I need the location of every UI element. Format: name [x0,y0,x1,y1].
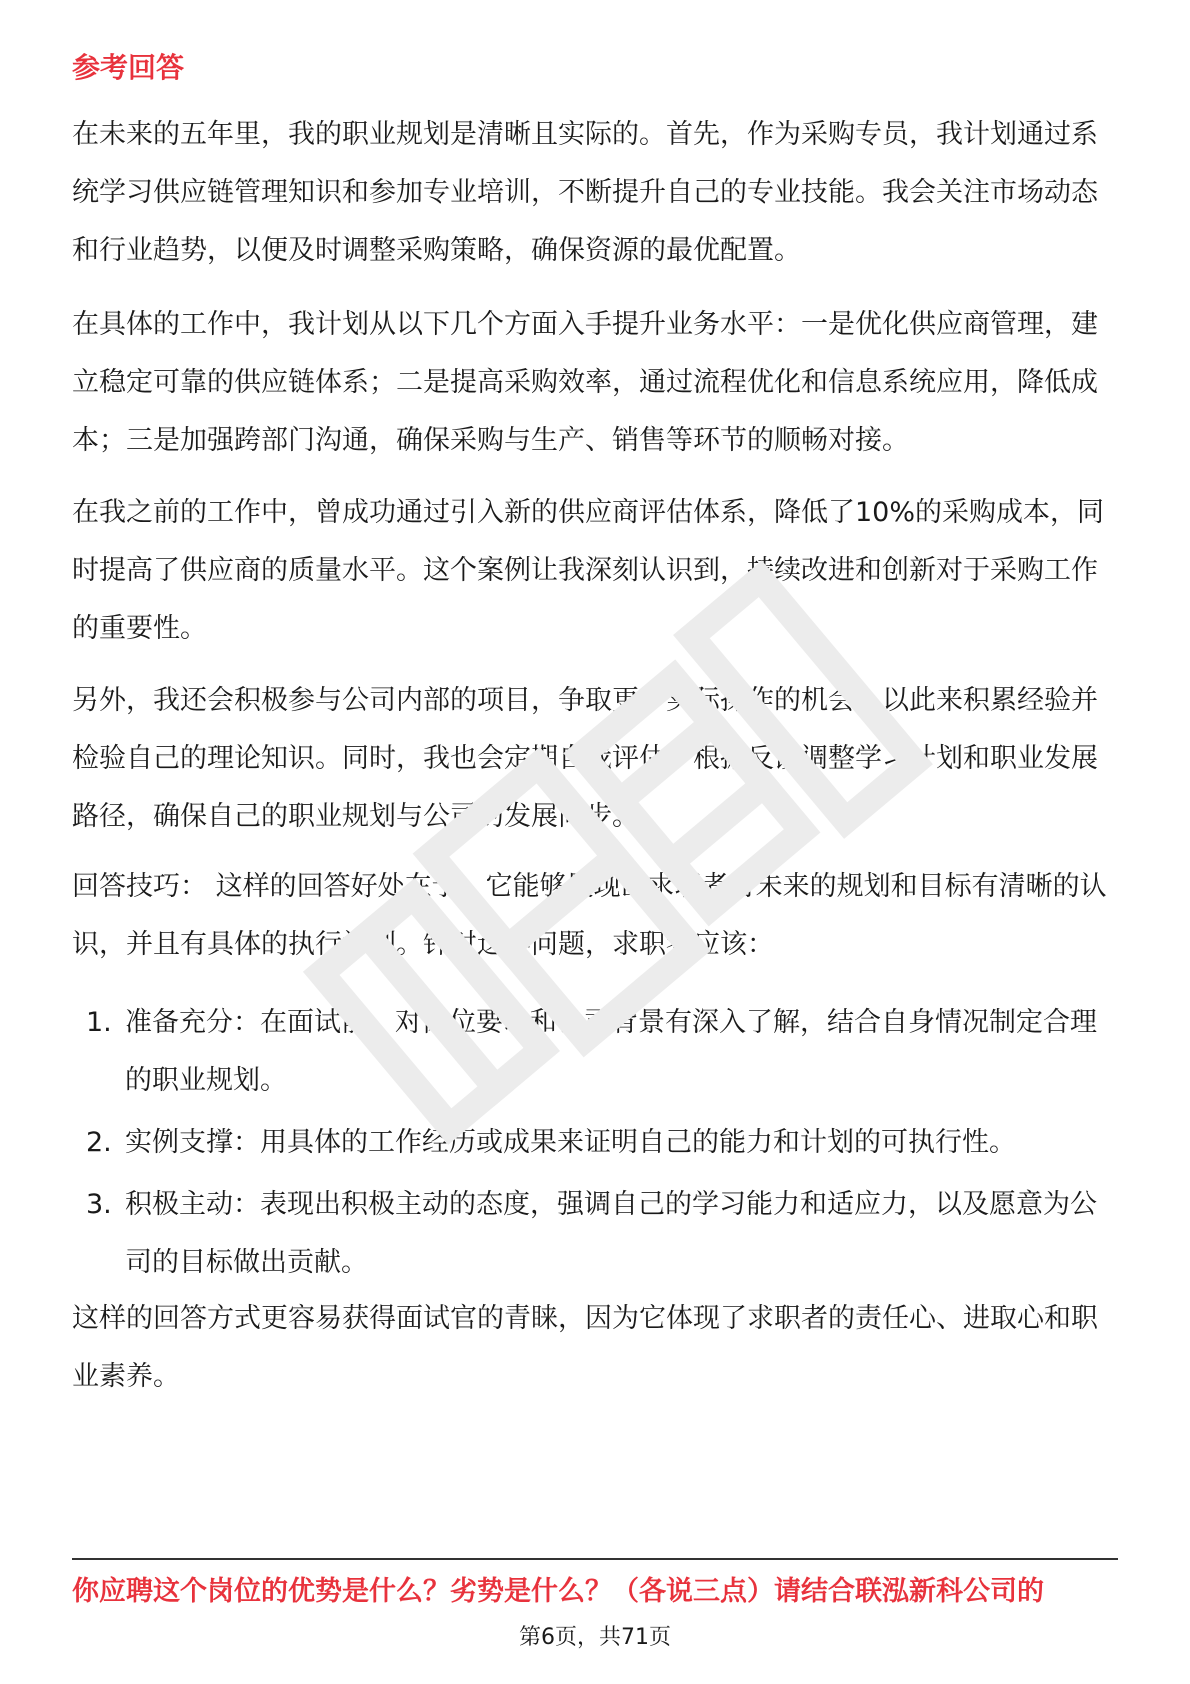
page-number: 第6页，共71页 [519,1625,671,1650]
list-number: 2. [86,1127,112,1158]
answer-paragraph-2: 在具体的工作中，我计划从以下几个方面入手提升业务水平：一是优化供应商管理，建立稳定可靠的供应链体系；二是提高采购效率，通过流程优化和信息系统应用，降低成本；三是加强跨部门沟通，确保采购与生产、销售等环节的顺畅对接。 [72,309,1098,456]
answer-paragraph-1: 在未来的五年里，我的职业规划是清晰且实际的。首先，作为采购专员，我计划通过系统学习供应链管理知识和参加专业培训，不断提升自己的专业技能。我会关注市场动态和行业趋势，以便及时调整采购策略，确保资源的最优配置。 [72,119,1098,266]
tips-list-item [72,1114,1118,1172]
tips-list-item [72,994,1118,1110]
tips-list [72,994,1118,1296]
list-number: 1. [86,1007,112,1038]
answer-paragraph-3: 在我之前的工作中，曾成功通过引入新的供应商评估体系，降低了10%的采购成本，同时提高了供应商的质量水平。这个案例让我深刻认识到，持续改进和创新对于采购工作的重要性。 [72,497,1105,644]
list-item-text: 积极主动：表现出积极主动的态度，强调自己的学习能力和适应力，以及愿意为公司的目标做出贡献。 [125,1189,1097,1278]
tips-list-item [72,1176,1118,1292]
list-item-text: 准备充分：在面试前，对岗位要求和公司背景有深入了解，结合自身情况制定合理的职业规划。 [125,1007,1097,1096]
section-heading: 参考回答 [72,51,185,84]
divider [72,1558,1118,1560]
list-number: 3. [86,1189,112,1220]
answer-tips-intro: 回答技巧： 这样的回答好处在于，它能够展现出求职者对未来的规划和目标有清晰的认识，并且有具体的执行计划。针对这类问题，求职者应该： [72,871,1107,960]
answer-paragraph-4: 另外，我还会积极参与公司内部的项目，争取更多实际操作的机会，以此来积累经验并检验自己的理论知识。同时，我也会定期自我评估，根据反馈调整学习计划和职业发展路径，确保自己的职业规划与公司的发展同步。 [72,685,1098,832]
list-item-text: 实例支撑：用具体的工作经历或成果来证明自己的能力和计划的可执行性。 [125,1127,1016,1158]
next-question-heading: 你应聘这个岗位的优势是什么？劣势是什么？（各说三点）请结合联泓新科公司的 [72,1576,1044,1607]
closing-paragraph: 这样的回答方式更容易获得面试官的青睐，因为它体现了求职者的责任心、进取心和职业素养。 [72,1303,1098,1392]
